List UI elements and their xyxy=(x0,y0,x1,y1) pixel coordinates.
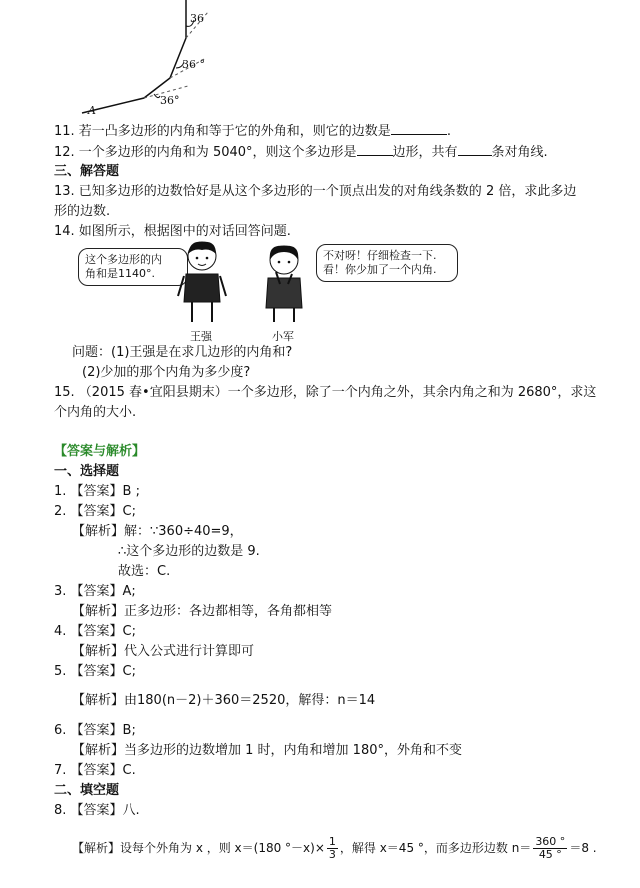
answer-2-explanation-1: 【解析】解：∵360÷40=9， xyxy=(72,524,243,539)
boy-figure-xiaojun xyxy=(258,244,310,324)
question-15-line1: 15. （2015 春•宜阳县期末）一个多边形，除了一个内角之外，其余内角之和为 2680°，求这 xyxy=(54,385,597,400)
fraction-one-third xyxy=(327,836,338,861)
question-14-part2: (2)少加的那个内角为多少度? xyxy=(82,365,251,380)
fraction-360-over-45 xyxy=(533,836,567,861)
question-12-part2: 边形，共有 xyxy=(392,145,458,160)
angle-label-3: 36° xyxy=(160,94,180,107)
answer-3-explanation: 【解析】正多边形：各边都相等，各角都相等 xyxy=(72,604,333,619)
answer-8: 8. 【答案】八. xyxy=(54,803,140,818)
answer-6: 6. 【答案】B; xyxy=(54,723,136,738)
boy-figure-wangqiang xyxy=(176,240,228,324)
explanation-prefix: 【解析】设每个外角为 x ，则 x＝(180 °－x)× xyxy=(72,841,325,855)
question-12-part3: 条对角线. xyxy=(491,145,548,160)
explanation-middle: ，解得 x＝45 °，而多边形边数 n＝ xyxy=(339,841,532,855)
answer-6-explanation: 【解析】当多边形的边数增加 1 时，内角和增加 180°，外角和不变 xyxy=(72,743,462,758)
section-heading-answers: 三、解答题 xyxy=(54,164,120,179)
answer-2-explanation-3: 故选：C. xyxy=(118,564,171,579)
fraction-denominator: 45 ° xyxy=(538,848,562,861)
bubble-text: 不对呀！仔细检查一下. xyxy=(323,249,437,262)
section-heading-choice: 一、选择题 xyxy=(54,464,120,479)
answers-title: 【答案与解析】 xyxy=(54,444,146,459)
question-11 xyxy=(54,122,451,141)
speech-bubble-left xyxy=(78,248,188,286)
question-14-part1: 问题：(1)王强是在求几边形的内角和? xyxy=(72,345,293,360)
answer-4: 4. 【答案】C; xyxy=(54,624,136,639)
bubble-text: 角和是1140°. xyxy=(85,267,155,280)
answer-blank xyxy=(391,122,447,135)
point-label-a: A xyxy=(88,104,96,117)
question-13-line1: 13. 已知多边形的边数恰好是从这个多边形的一个顶点出发的对角线条数的 2 倍，求此多边 xyxy=(54,184,577,199)
question-15-line2: 个内角的大小. xyxy=(54,405,137,420)
fraction-denominator: 3 xyxy=(328,848,336,861)
bubble-text: 这个多边形的内 xyxy=(85,253,162,266)
answer-blank xyxy=(458,143,492,156)
question-14-line1: 14. 如图所示，根据图中的对话回答问题. xyxy=(54,224,291,239)
section-heading-fill: 二、填空题 xyxy=(54,783,120,798)
question-11-end: . xyxy=(446,124,451,139)
answer-5-explanation: 【解析】由180(n－2)＋360＝2520，解得：n＝14 xyxy=(72,693,376,708)
name-label-wangqiang: 王强 xyxy=(190,330,212,343)
answer-3: 3. 【答案】A; xyxy=(54,584,136,599)
answer-1: 1. 【答案】B ; xyxy=(54,484,140,499)
answer-5: 5. 【答案】C; xyxy=(54,664,136,679)
answer-4-explanation: 【解析】代入公式进行计算即可 xyxy=(72,644,255,659)
question-12-part1: 12. 一个多边形的内角和为 5040°，则这个多边形是 xyxy=(54,145,357,160)
fraction-numerator: 360 ° xyxy=(535,835,566,848)
bubble-text: 看！你少加了一个内角. xyxy=(323,263,437,276)
name-label-xiaojun: 小军 xyxy=(272,330,294,343)
explanation-suffix: ＝8 . xyxy=(569,841,597,855)
angle-label-1: 36 xyxy=(190,12,204,25)
answer-blank xyxy=(357,143,393,156)
speech-bubble-right xyxy=(316,244,458,282)
answer-2-explanation-2: ∴这个多边形的边数是 9. xyxy=(118,544,260,559)
angle-label-2: 36 ° xyxy=(182,58,205,71)
answer-7: 7. 【答案】C. xyxy=(54,763,136,778)
answer-2: 2. 【答案】C; xyxy=(54,504,136,519)
question-12 xyxy=(54,143,548,162)
question-11-text: 11. 若一凸多边形的内角和等于它的外角和，则它的边数是 xyxy=(54,124,391,139)
answer-8-explanation xyxy=(72,834,597,862)
fraction-numerator: 1 xyxy=(328,835,336,848)
question-13-line2: 形的边数. xyxy=(54,204,111,219)
